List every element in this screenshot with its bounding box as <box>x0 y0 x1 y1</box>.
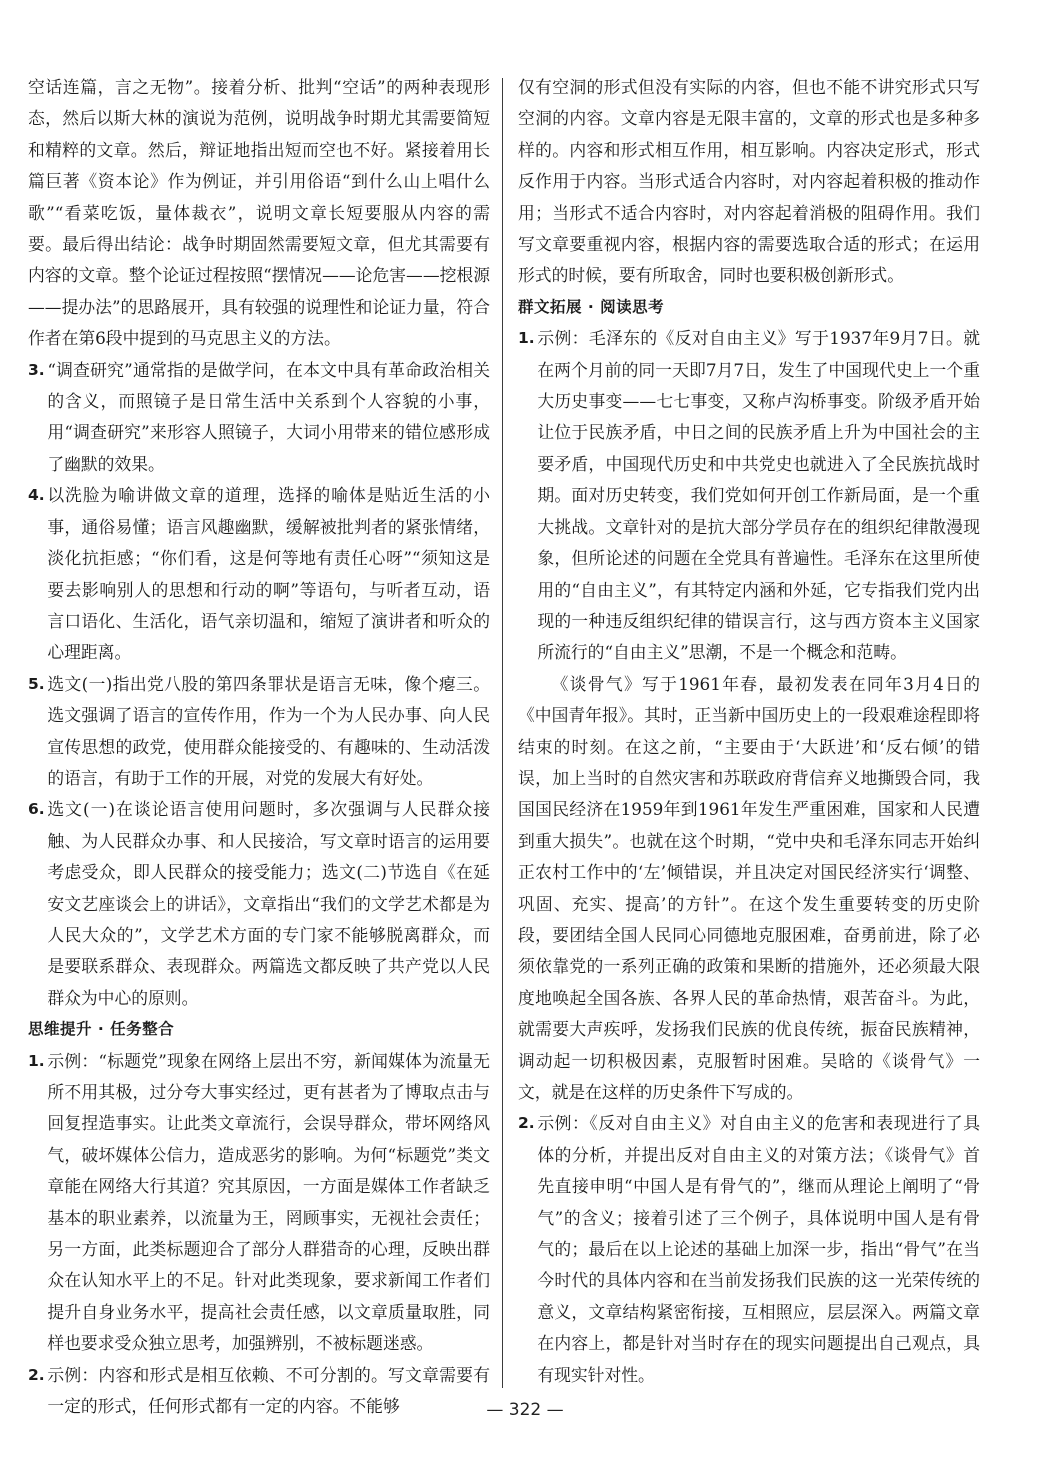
item-number: 1. <box>518 329 535 348</box>
reading-item-1-paragraph-2: 《谈骨气》写于1961年春，最初发表在同年3月4日的《中国青年报》。其时，正当新中国历史上的一段艰难途程即将结束的时刻。在这之前，“主要由于‘大跃进’和‘反右倾’的错误，加上当时的自然灾害和苏联政府背信弃义地撕毁合同，我国国民经济在1959年到1961年发生严重困难，国家和人民遭到重大损失”。也就在这个时期，“党中央和毛泽东同志开始纠正农村工作中的‘左’倾错误，并且决定对国民经济实行‘调整、巩固、充实、提高’的方针”。在这个发生重要转变的历史阶段，要团结全国人民同心同德地克服困难，奋勇前进，除了必须依靠党的一系列正确的政策和果断的措施外，还必须最大限度地唤起全国各族、各界人民的革命热情，艰苦奋斗。为此，就需要大声疾呼，发扬我们民族的优良传统，振奋民族精神，调动起一切积极因素，克服暂时困难。吴晗的《谈骨气》一文，就是在这样的历史条件下写成的。 <box>518 673 980 1102</box>
continuation-paragraph: 仅有空洞的形式但没有实际的内容，但也不能不讲究形式只写空洞的内容。文章内容是无限丰富的，文章的形式也是多种多样的。内容和形式相互作用，相互影响。内容决定形式，形式反作用于内容。当形式适合内容时，对内容起着积极的推动作用；当形式不适合内容时，对内容起着消极的阻碍作用。我们写文章要重视内容，根据内容的需要选取合适的形式；在运用形式的时候，要有所取舍，同时也要积极创新形式。 <box>518 77 980 286</box>
section-heading-thinking: 思维提升 · 任务整合 <box>28 1020 175 1039</box>
item-text: 选文(一)指出党八股的第四条罪状是语言无味，像个瘪三。选文强调了语言的宣传作用，作为一个为人民办事、向人民宣传思想的政党，使用群众能接受的、有趣味的、生动活泼的语言，有助于工作的开展，对党的发展大有好处。 <box>47 673 490 788</box>
answer-item-5 <box>28 669 490 795</box>
answer-item-4 <box>28 480 490 668</box>
item-text: 示例：“标题党”现象在网络上层出不穷，新闻媒体为流量无所不用其极，过分夸大事实经过，更有甚者为了博取点击与回复捏造事实。让此类文章流行，会误导群众，带坏网络风气，破坏媒体公信力，造成恶劣的影响。为何“标题党”类文章能在网络大行其道？究其原因，一方面是媒体工作者缺乏基本的职业素养，以流量为王，罔顾事实，无视社会责任；另一方面，此类标题迎合了部分人群猎奇的心理，反映出群众在认知水平上的不足。针对此类现象，要求新闻工作者们提升自身业务水平，提高社会责任感，以文章质量取胜，同样也要求受众独立思考，加强辨别，不被标题迷惑。 <box>47 1050 490 1354</box>
intro-paragraph: 空话连篇，言之无物”。接着分析、批判“空话”的两种表现形态，然后以斯大林的演说为范例，说明战争时期尤其需要简短和精粹的文章。然后，辩证地指出短而空也不好。紧接着用长篇巨著《资本论》作为例证，并引用俗语“到什么山上唱什么歌”“看菜吃饭，量体裁衣”，说明文章长短要服从内容的需要。最后得出结论：战争时期固然需要短文章，但尤其需要有内容的文章。整个论证过程按照“摆情况——论危害——挖根源——提办法”的思路展开，具有较强的说理性和论证力量，符合作者在第6段中提到的马克思主义的方法。 <box>28 77 490 349</box>
item-number: 1. <box>28 1051 45 1070</box>
section-heading-reading: 群文拓展 · 阅读思考 <box>518 297 665 316</box>
item-text: 示例：《反对自由主义》对自由主义的危害和表现进行了具体的分析，并提出反对自由主义的对策方法；《谈骨气》首先直接申明“中国人是有骨气的”，继而从理论上阐明了“骨气”的含义；接着引述了三个例子，具体说明中国人是有骨气的；最后在以上论述的基础上加深一步，指出“骨气”在当今时代的具体内容和在当前发扬我们民族的这一光荣传统的意义，文章结构紧密衔接，互相照应，层层深入。两篇文章在内容上，都是针对当时存在的现实问题提出自己观点，具有现实针对性。 <box>537 1113 980 1385</box>
item-text: 以洗脸为喻讲做文章的道理，选择的喻体是贴近生活的小事，通俗易懂；语言风趣幽默，缓解被批判者的紧张情绪，淡化抗拒感；“你们看，这是何等地有责任心呀”“须知这是要去影响别人的思想和行动的啊”等语句，与听者互动，语言口语化、生活化，语气亲切温和，缩短了演讲者和听众的心理距离。 <box>47 485 490 663</box>
reading-item-2 <box>518 1108 980 1391</box>
task-item-1 <box>28 1046 490 1360</box>
right-column <box>518 72 980 1391</box>
item-number: 4. <box>28 486 45 505</box>
item-number: 2. <box>28 1365 45 1384</box>
column-divider <box>502 78 503 1388</box>
reading-item-1 <box>518 323 980 668</box>
item-text: 选文(一)在谈论语言使用问题时，多次强调与人民群众接触、为人民群众办事、和人民接洽，写文章时语言的运用要考虑受众，即人民群众的接受能力；选文(二)节选自《在延安文艺座谈会上的讲话》，文章指出“我们的文学艺术都是为人民大众的”，文学艺术方面的专门家不能够脱离群众，而是要联系群众、表现群众。两篇选文都反映了共产党以人民群众为中心的原则。 <box>47 799 490 1008</box>
item-number: 6. <box>28 800 45 819</box>
answer-item-6 <box>28 794 490 1014</box>
item-text: 示例：内容和形式是相互依赖、不可分割的。写文章需要有一定的形式，任何形式都有一定的内容。不能够 <box>47 1364 490 1417</box>
item-number: 2. <box>518 1114 535 1133</box>
answer-item-3 <box>28 355 490 481</box>
item-text: “调查研究”通常指的是做学问，在本文中具有革命政治相关的含义，而照镜子是日常生活中关系到个人容貌的小事，用“调查研究”来形容人照镜子，大词小用带来的错位感形成了幽默的效果。 <box>47 359 490 474</box>
page-number: — 322 — <box>486 1400 564 1420</box>
item-text: 示例：毛泽东的《反对自由主义》写于1937年9月7日。就在两个月前的同一天即7月7日，发生了中国现代史上一个重大历史事变——七七事变，又称卢沟桥事变。阶级矛盾开始让位于民族矛盾，中日之间的民族矛盾上升为中国社会的主要矛盾，中国现代历史和中共党史也就进入了全民族抗战时期。面对历史转变，我们党如何开创工作新局面，是一个重大挑战。文章针对的是抗大部分学员存在的组织纪律散漫现象，但所论述的问题在全党具有普遍性。毛泽东在这里所使用的“自由主义”，有其特定内涵和外延，它专指我们党内出现的一种违反组织纪律的错误言行，这与西方资本主义国家所流行的“自由主义”思潮，不是一个概念和范畴。 <box>537 328 980 663</box>
item-number: 3. <box>28 360 45 379</box>
left-column <box>28 72 490 1422</box>
item-number: 5. <box>28 674 45 693</box>
